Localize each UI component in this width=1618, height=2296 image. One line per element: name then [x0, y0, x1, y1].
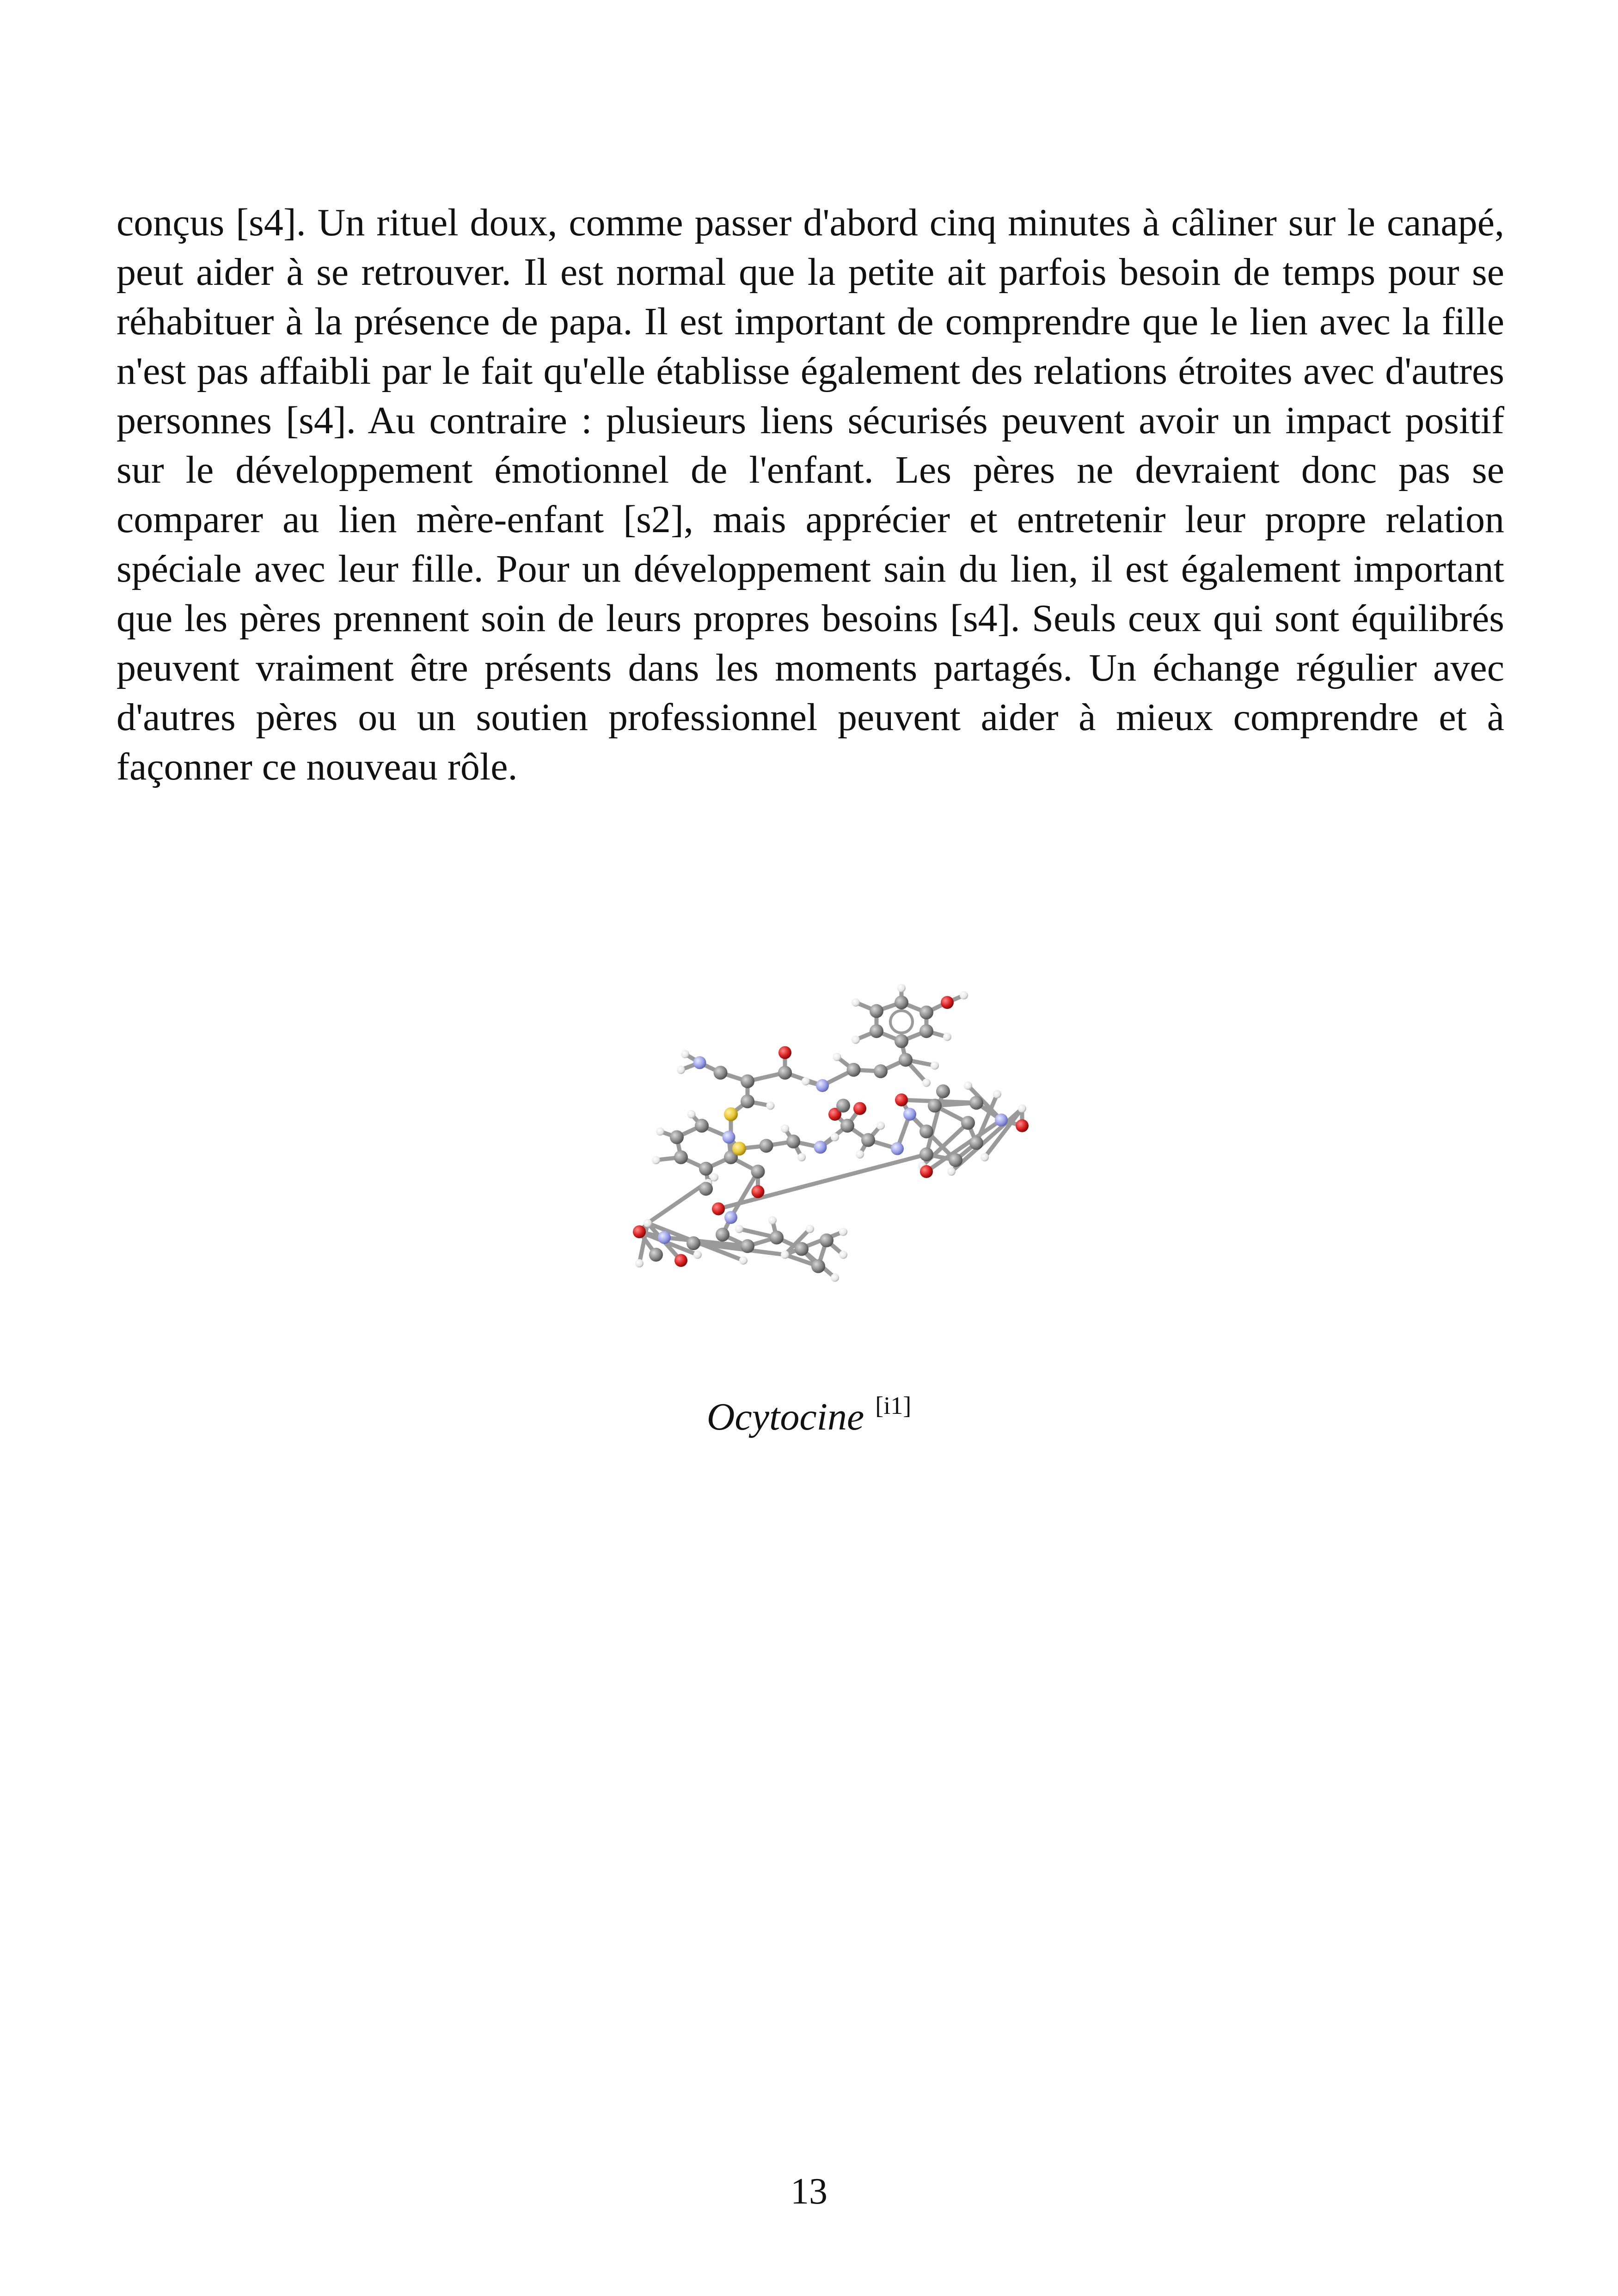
nitrogen-atom	[891, 1142, 904, 1155]
carbon-atom	[686, 1236, 700, 1250]
carbon-atom	[770, 1231, 784, 1245]
carbon-atom	[936, 1084, 950, 1098]
sulfur-atom	[732, 1142, 746, 1155]
carbon-atom	[795, 1242, 809, 1256]
carbon-atom	[716, 1228, 729, 1241]
aromatic-ring-marker	[890, 1011, 913, 1033]
hydrogen-atom	[931, 1062, 939, 1070]
molecule-bonds	[639, 988, 1022, 1277]
carbon-atom	[786, 1135, 800, 1148]
oxygen-atom	[778, 1046, 791, 1059]
hydrogen-atom	[1018, 1105, 1026, 1113]
hydrogen-atom	[656, 1127, 664, 1136]
hydrogen-atom	[831, 1273, 839, 1282]
molecule-ball-and-stick-image	[569, 952, 1077, 1322]
oxygen-atom	[1016, 1119, 1029, 1132]
hydrogen-atom	[693, 1251, 702, 1259]
hydrogen-atom	[897, 984, 906, 992]
nitrogen-atom	[995, 1113, 1008, 1126]
sulfur-atom	[724, 1107, 738, 1121]
hydrogen-atom	[806, 1225, 814, 1233]
carbon-atom	[870, 1024, 883, 1038]
carbon-atom	[949, 1153, 962, 1167]
carbon-atom	[919, 1006, 933, 1019]
oxygen-atom	[920, 1165, 933, 1178]
carbon-atom	[741, 1239, 754, 1253]
carbon-atom	[847, 1063, 861, 1077]
carbon-atom	[919, 1024, 933, 1038]
hydrogen-atom	[856, 1150, 864, 1159]
nitrogen-atom	[903, 1108, 916, 1121]
nitrogen-atom	[693, 1056, 706, 1069]
nitrogen-atom	[658, 1231, 671, 1244]
oxygen-atom	[674, 1254, 687, 1267]
carbon-atom	[861, 1133, 875, 1147]
hydrogen-atom	[681, 1050, 689, 1058]
page-number: 13	[791, 2171, 827, 2212]
figure-caption	[0, 1382, 1618, 1440]
oxygen-atom	[633, 1225, 646, 1238]
carbon-atom	[895, 995, 908, 1009]
carbon-atom	[751, 1165, 765, 1179]
carbon-atom	[836, 1099, 850, 1112]
hydrogen-atom	[739, 1256, 748, 1265]
oxygen-atom	[752, 1185, 765, 1198]
hydrogen-atom	[839, 1251, 847, 1259]
hydrogen-atom	[635, 1259, 644, 1267]
hydrogen-atom	[766, 1101, 775, 1110]
carbon-atom	[741, 1074, 754, 1088]
hydrogen-atom	[839, 1228, 847, 1236]
body-paragraph: conçus [s4]. Un rituel doux, comme passer d'abord cinq minutes à câliner sur le canapé, peut aider à se retrouver. Il est normal que la petite ait parfois besoin de temps pour se réhabituer à la présence de papa. Il est important de comprendre que le lien avec la fille n'est pas affaibli par le fait qu'elle établisse également des relations étroites avec d'autres personnes [s4]. Au contraire : plusieurs liens sécurisés peuvent avoir un impact positif sur le développement émotionnel de l'enfant. Les pères ne devraient donc pas se comparer au lien mère-enfant [s2], mais apprécier et entretenir leur propre relation spéciale avec leur fille. Pour un développement sain du lien, il est également important que les pères prennent soin de leurs propres besoins [s4]. Seuls ceux qui sont équilibrés peuvent vraiment être présents dans les moments partagés. Un échange régulier avec d'autres pères ou un soutien professionnel peuvent aider à mieux comprendre et à façonner ce nouveau rôle.	[116, 201, 1504, 788]
nitrogen-atom	[814, 1141, 827, 1154]
hydrogen-atom	[687, 1110, 696, 1118]
hydrogen-atom	[652, 1156, 660, 1164]
carbon-atom	[714, 1066, 728, 1080]
carbon-atom	[919, 1148, 933, 1161]
carbon-atom	[840, 1119, 854, 1133]
hydrogen-atom	[781, 1251, 789, 1259]
hydrogen-atom	[831, 1133, 839, 1142]
hydrogen-atom	[768, 1216, 777, 1224]
hydrogen-atom	[922, 1079, 931, 1087]
figure-caption-reference: [i1]	[875, 1392, 912, 1419]
hydrogen-atom	[943, 1033, 951, 1041]
carbon-atom	[741, 1094, 754, 1108]
hydrogen-atom	[947, 1167, 956, 1176]
carbon-atom	[919, 1124, 933, 1138]
hydrogen-atom	[797, 1153, 806, 1161]
nitrogen-atom	[724, 1211, 737, 1224]
nitrogen-atom	[816, 1079, 829, 1092]
carbon-atom	[649, 1248, 663, 1262]
oxygen-atom	[712, 1203, 725, 1216]
oxygen-atom	[895, 1093, 908, 1106]
oxytocin-molecule-figure	[569, 952, 1077, 1322]
carbon-atom	[760, 1139, 773, 1153]
carbon-atom	[895, 1034, 908, 1048]
hydrogen-atom	[852, 1036, 860, 1044]
hydrogen-atom	[993, 1090, 1001, 1099]
carbon-atom	[874, 1064, 888, 1078]
hydrogen-atom	[981, 1153, 989, 1161]
carbon-atom	[699, 1182, 713, 1196]
carbon-atom	[899, 1053, 913, 1067]
carbon-atom	[961, 1116, 975, 1130]
carbon-atom	[778, 1066, 792, 1080]
hydrogen-atom	[964, 1081, 972, 1090]
carbon-atom	[870, 1004, 883, 1018]
carbon-atom	[820, 1234, 834, 1247]
hydrogen-atom	[960, 991, 968, 1000]
carbon-atom	[811, 1259, 825, 1273]
hydrogen-atom	[833, 1053, 841, 1061]
carbon-atom	[969, 1096, 983, 1110]
carbon-atom	[928, 1099, 942, 1112]
hydrogen-atom	[802, 1077, 810, 1086]
oxygen-atom	[853, 1102, 866, 1115]
hydrogen-atom	[710, 1173, 718, 1181]
hydrogen-atom	[644, 1219, 652, 1228]
nitrogen-atom	[723, 1131, 735, 1144]
carbon-atom	[674, 1150, 688, 1164]
figure-caption-title: Ocytocine	[706, 1395, 864, 1438]
hydrogen-atom	[852, 998, 860, 1007]
carbon-atom	[699, 1162, 713, 1176]
carbon-atom	[670, 1130, 684, 1144]
hydrogen-atom	[781, 1124, 789, 1133]
hydrogen-atom	[876, 1122, 885, 1130]
hydrogen-atom	[735, 1225, 743, 1233]
molecule-atoms	[633, 984, 1029, 1282]
oxygen-atom	[941, 996, 954, 1009]
carbon-atom	[969, 1136, 983, 1150]
carbon-atom	[695, 1119, 709, 1133]
hydrogen-atom	[677, 1066, 685, 1074]
